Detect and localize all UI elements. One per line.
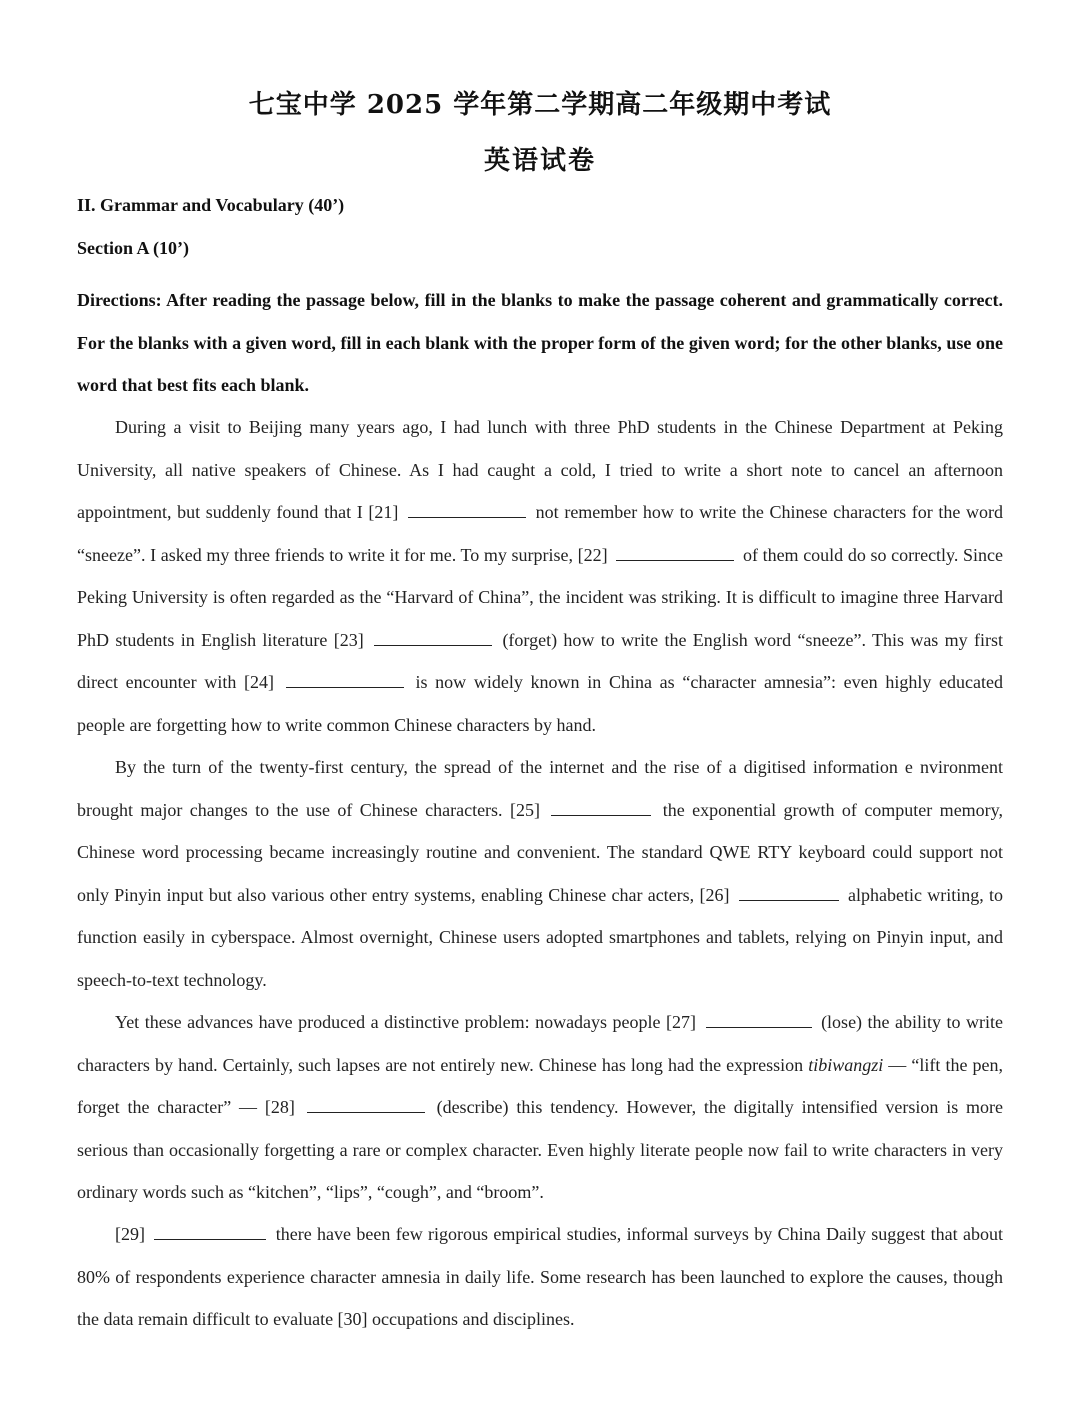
paragraph-text: (forget) how to write the English word “sneeze”. This was my first direct encounter with [24] bbox=[77, 629, 1004, 692]
paragraph-text: — “lift the pen, forget the character” — [28] bbox=[77, 1054, 1003, 1117]
paragraph-text: not remember how to write the Chinese characters for the word “sneeze”. I asked my three friends to write it for me. To my surprise, [22] bbox=[77, 502, 1004, 565]
paragraph-text: (describe) this tendency. However, the digitally intensified version is more serious than occasionally forgetting a rare or complex character. Even highly literate people now fail to write characters in very ordinary words such as “kitchen”, “lips”, “cough”, and “broom”. bbox=[77, 1097, 1004, 1202]
paragraph-text: During a visit to Beijing many years ago, I had lunch with three PhD students in the Chinese Department at Peking University, all native speakers of Chinese. As I had caught a cold, I tried to write a short note to cancel an afternoon appointment, but suddenly found that I [21] bbox=[77, 417, 1003, 522]
paragraph-text: of them could do so correctly. Since Peking University is often regarded as the “Harvard of China”, the incident was striking. It is difficult to imagine three Harvard PhD students in English literature [23] bbox=[77, 544, 1004, 650]
passage-paragraph-1 bbox=[77, 406, 1003, 746]
paragraph-text: By the turn of the twenty-first century, the spread of the internet and the rise of a digitised information e nvironment brought major changes to the use of Chinese characters. [25] bbox=[77, 757, 1003, 820]
directions-text: Directions: After reading the passage below, fill in the blanks to make the passage coherent and grammatically correct. For the blanks with a given word, fill in each blank with the proper form of the given word; for the other blanks, use one word that best fits each blank. bbox=[77, 290, 1003, 395]
answer-blank-22[interactable] bbox=[616, 546, 734, 561]
exam-title: 七宝中学 2025 学年第二学期高二年级期中考试 bbox=[248, 90, 832, 120]
paragraph-text: Yet these advances have produced a distinctive problem: nowadays people [27] bbox=[115, 1012, 697, 1032]
passage-paragraph-2 bbox=[77, 746, 1003, 1001]
answer-blank-29[interactable] bbox=[154, 1225, 266, 1240]
answer-blank-24[interactable] bbox=[286, 673, 404, 688]
answer-blank-27[interactable] bbox=[706, 1013, 812, 1028]
exam-subtitle: 英语试卷 bbox=[483, 146, 596, 176]
paragraph-text: (lose) the ability to write characters by hand. Certainly, such lapses are not entirely new. Chinese has long had the expression bbox=[77, 1012, 1004, 1075]
passage-paragraph-3 bbox=[77, 1001, 1003, 1214]
part-heading: II. Grammar and Vocabulary (40’) bbox=[77, 195, 345, 215]
passage-paragraph-4 bbox=[77, 1213, 1003, 1341]
answer-blank-21[interactable] bbox=[408, 503, 526, 518]
paragraph-text: is now widely known in China as “character amnesia”: even highly educated people are forgetting how to write common Chinese characters by hand. bbox=[77, 672, 1003, 735]
answer-blank-25[interactable] bbox=[551, 801, 651, 816]
paragraph-text: the exponential growth of computer memory, Chinese word processing became increasingly routine and convenient. The standard QWE RTY keyboard could support not only Pinyin input but also various other entry systems, enabling Chinese char acters, [26] bbox=[77, 799, 1004, 905]
section-heading: Section A (10’) bbox=[77, 238, 189, 258]
question-number-29: [29] bbox=[115, 1224, 145, 1244]
answer-blank-26[interactable] bbox=[739, 886, 839, 901]
chinese-term: tibiwangzi bbox=[808, 1054, 884, 1075]
paragraph-text: alphabetic writing, to function easily in cyberspace. Almost overnight, Chinese users adopted smartphones and tablets, relying on Pinyin input, and speech-to-text technology. bbox=[77, 884, 1004, 990]
answer-blank-23[interactable] bbox=[374, 631, 492, 646]
paragraph-text: there have been few rigorous empirical studies, informal surveys by China Daily suggest that about 80% of respondents experience character amnesia in daily life. Some research has been launched to explore the causes, though the data remain difficult to evaluate [30] occupations and disciplines. bbox=[77, 1224, 1003, 1329]
answer-blank-28[interactable] bbox=[307, 1098, 425, 1113]
